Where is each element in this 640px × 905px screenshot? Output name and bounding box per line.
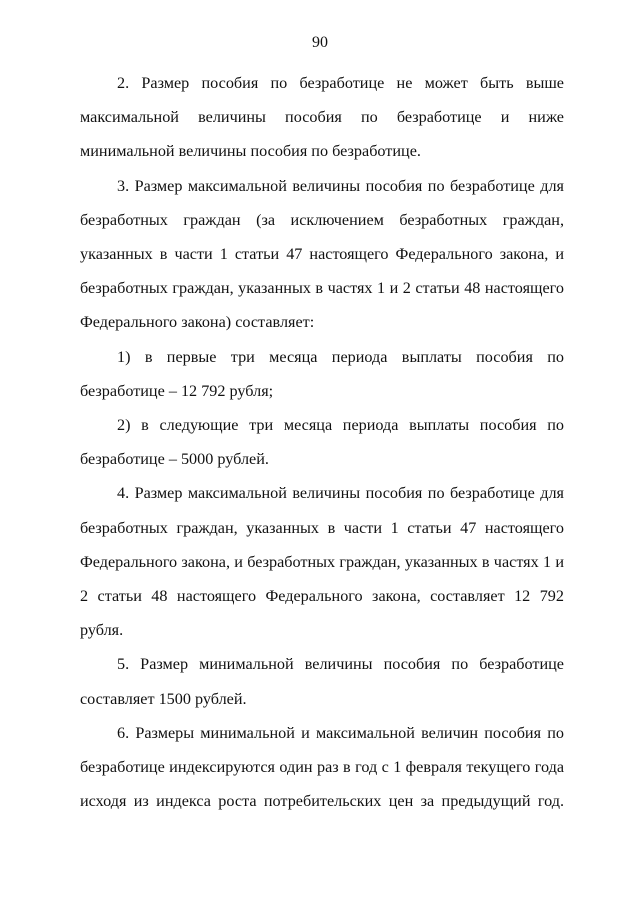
document-body <box>80 66 564 818</box>
paragraph-6: 6. Размеры минимальной и максимальной величин пособия по безработице индексируются один раз в год с 1 февраля текущего года исходя из индекса роста потребительских цен за предыдущий год. <box>80 723 564 811</box>
paragraph-4: 4. Размер максимальной величины пособия по безработице для безработных граждан, указанных в части 1 статьи 47 настоящего Федерального закона, и безработных граждан, указанных в частях 1 и 2 статьи 48 настоящего Федерального закона, составляет 12 792 рубля. <box>80 484 564 640</box>
paragraph-2: 2. Размер пособия по безработице не может быть выше максимальной величины пособия по безработице и ниже минимальной величины пособия по безработице. <box>80 74 564 161</box>
page-number: 90 <box>312 34 328 51</box>
paragraph-5: 5. Размер минимальной величины пособия по безработице составляет 1500 рублей. <box>80 655 564 708</box>
paragraph-3-item-2: 2) в следующие три месяца периода выплаты пособия по безработице – 5000 рублей. <box>80 416 564 469</box>
paragraph-3: 3. Размер максимальной величины пособия по безработице для безработных граждан (за исключением безработных граждан, указанных в части 1 статьи 47 настоящего Федерального закона, и безработных граждан, указанных в частях 1 и 2 статьи 48 настоящего Федерального закона) составляет: <box>80 176 564 332</box>
paragraph-3-item-1: 1) в первые три месяца периода выплаты пособия по безработице – 12 792 рубля; <box>80 347 564 400</box>
